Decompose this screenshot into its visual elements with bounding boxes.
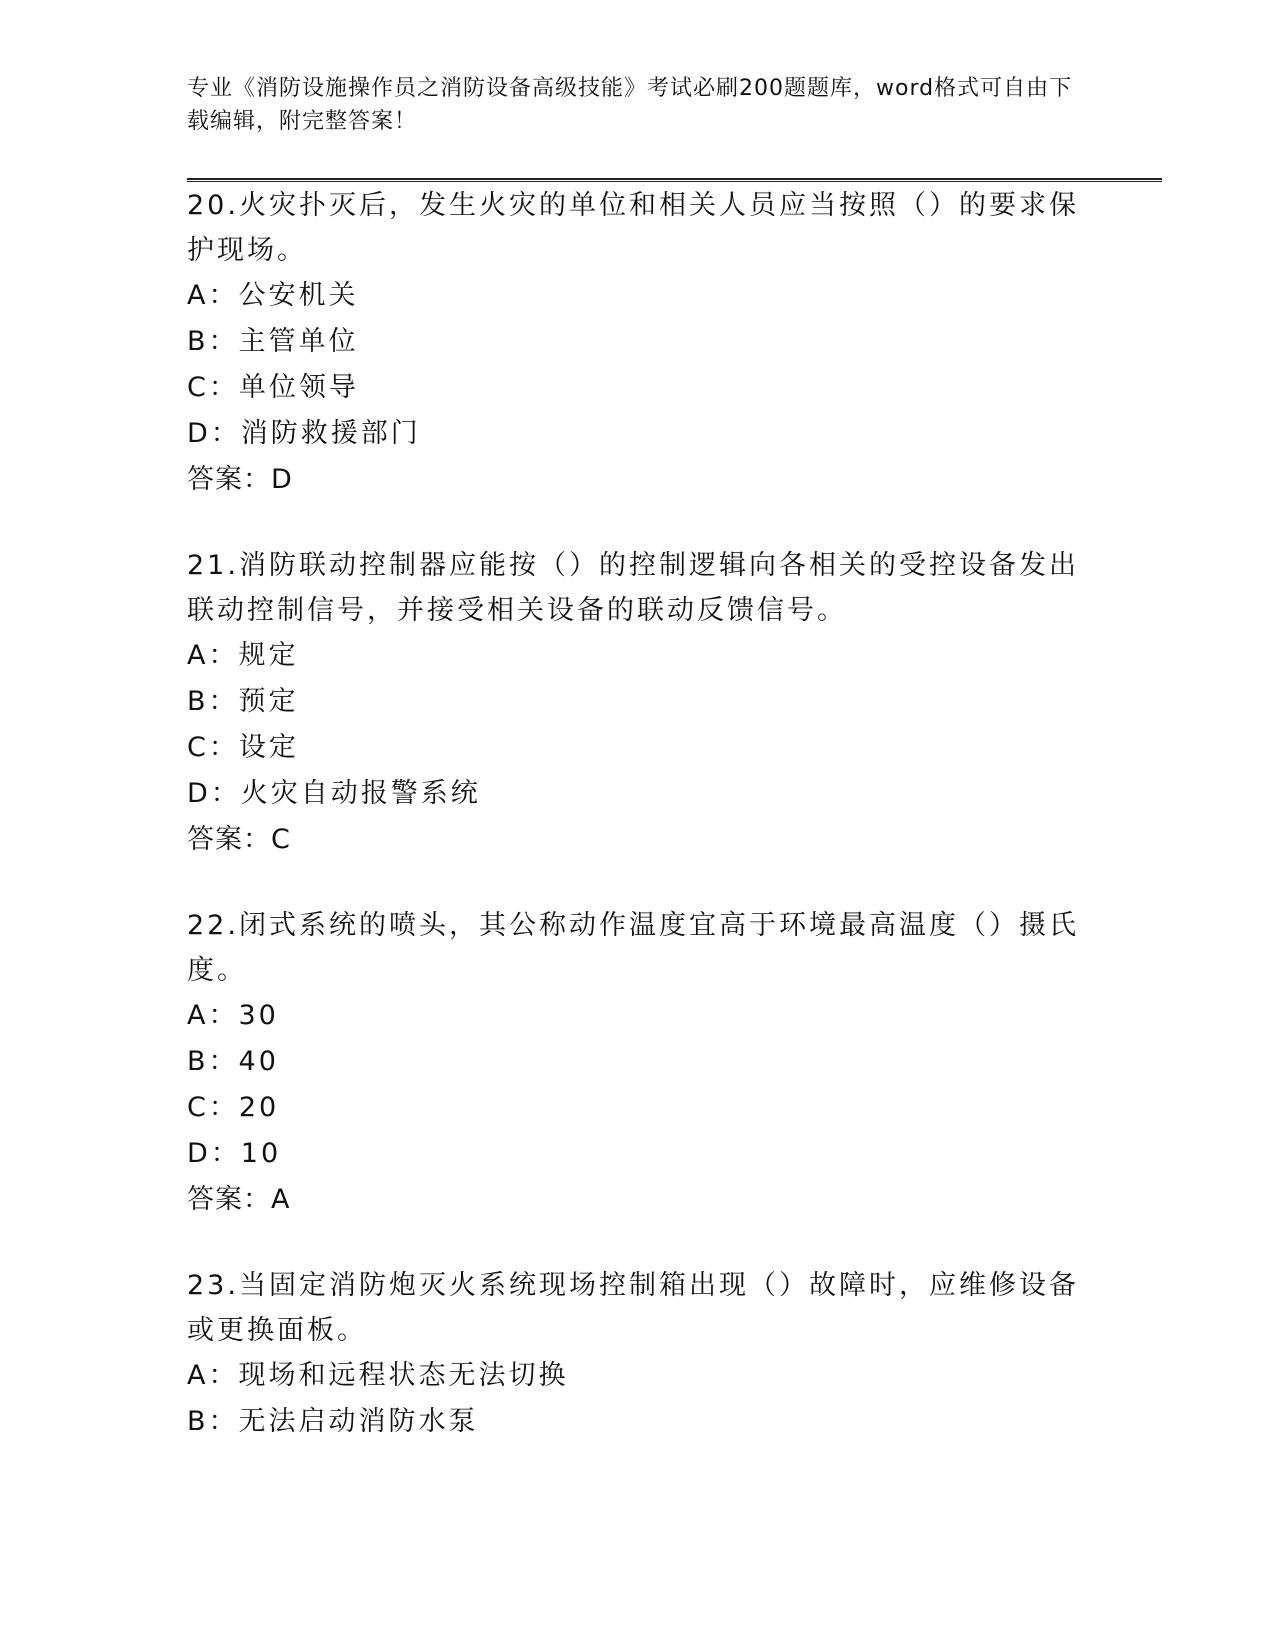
- question-23: [187, 1263, 1087, 1445]
- option-a: A：规定: [187, 640, 299, 671]
- option-a: A：公安机关: [187, 280, 359, 311]
- option-b: B：主管单位: [187, 326, 359, 357]
- option-b: B：预定: [187, 686, 299, 717]
- option-d: D：消防救援部门: [187, 418, 421, 449]
- answer: 答案：D: [187, 464, 293, 495]
- question-stem: 20.火灾扑灭后，发生火灾的单位和相关人员应当按照（）的要求保护现场。: [187, 190, 1079, 266]
- answer: 答案：C: [187, 824, 291, 855]
- option-c: C：20: [187, 1092, 280, 1123]
- option-c: C：设定: [187, 732, 299, 763]
- question-22: [187, 903, 1087, 1223]
- question-21: [187, 543, 1087, 863]
- answer: 答案：A: [187, 1184, 291, 1215]
- option-d: D：火灾自动报警系统: [187, 778, 481, 809]
- option-b: B：40: [187, 1046, 279, 1077]
- option-a: A：30: [187, 1000, 279, 1031]
- header-divider: [187, 178, 1162, 182]
- option-b: B：无法启动消防水泵: [187, 1406, 479, 1437]
- option-c: C：单位领导: [187, 372, 359, 403]
- option-d: D：10: [187, 1138, 282, 1169]
- document-header: 专业《消防设施操作员之消防设备高级技能》考试必刷200题题库，word格式可自由下载编辑，附完整答案！: [187, 76, 1073, 134]
- option-a: A：现场和远程状态无法切换: [187, 1360, 569, 1391]
- question-stem: 21.消防联动控制器应能按（）的控制逻辑向各相关的受控设备发出联动控制信号，并接受相关设备的联动反馈信号。: [187, 550, 1079, 626]
- question-stem: 23.当固定消防炮灭火系统现场控制箱出现（）故障时，应维修设备或更换面板。: [187, 1270, 1079, 1346]
- question-20: [187, 183, 1087, 503]
- question-stem: 22.闭式系统的喷头，其公称动作温度宜高于环境最高温度（）摄氏度。: [187, 910, 1079, 986]
